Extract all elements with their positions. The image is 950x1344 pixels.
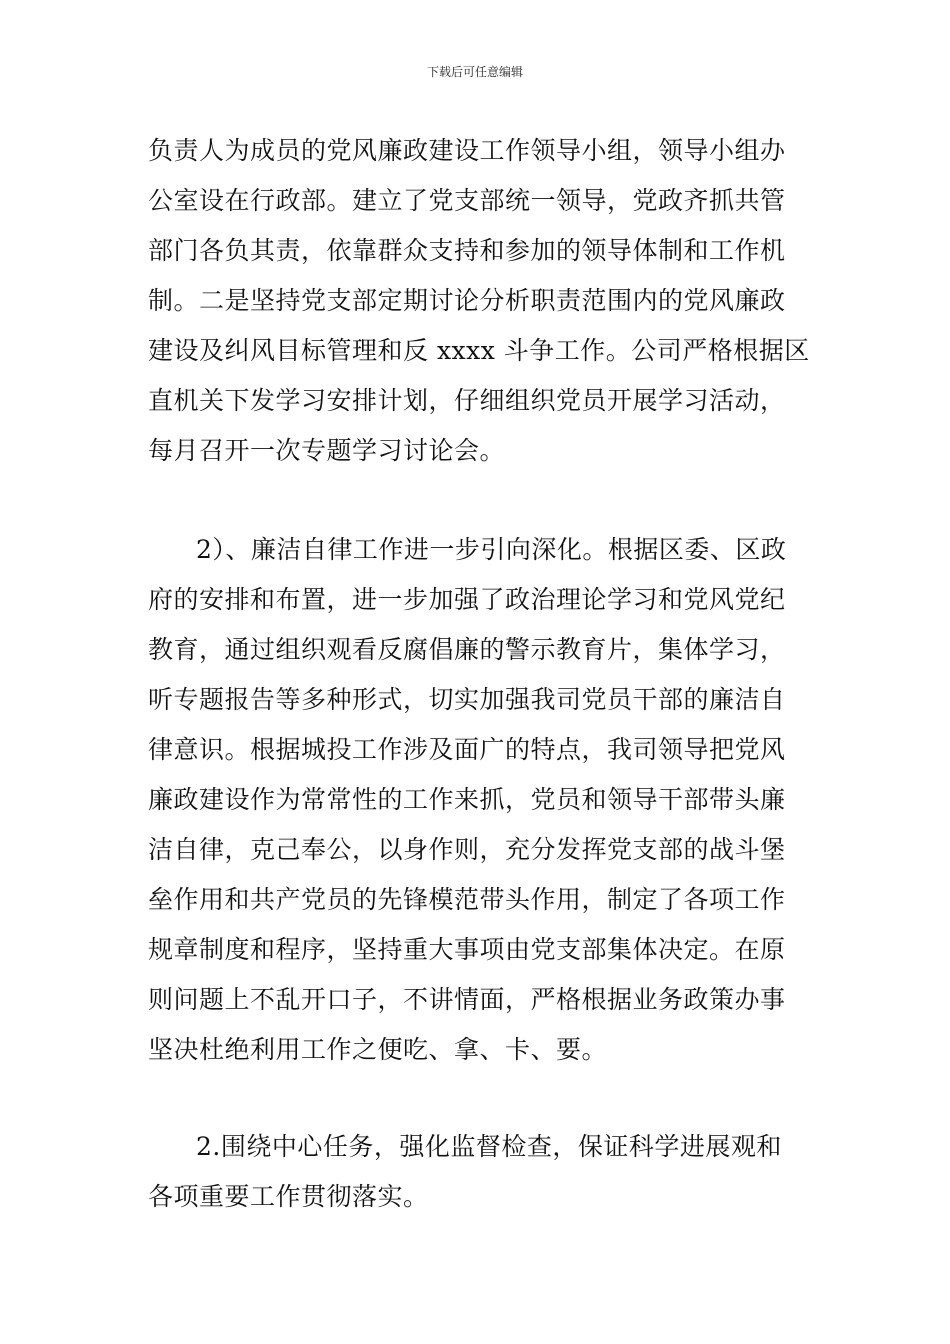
paragraph-line: 2.围绕中心任务，强化监督检查，保证科学进展观和 [196,1132,782,1161]
paragraph-line: 直机关下发学习安排计划，仔细组织党员开展学习活动， [148,386,786,415]
paragraph-line: 建设及纠风目标管理和反 xxxx 斗争工作。公司严格根据区 [148,336,810,365]
paragraph-line: 各项重要工作贯彻落实。 [148,1182,429,1211]
paragraph-line: 2）、廉洁自律工作进一步引向深化。根据区委、区政 [196,535,787,564]
paragraph-line: 负责人为成员的党风廉政建设工作领导小组，领导小组办 [148,136,786,165]
paragraph-line: 洁自律，克己奉公，以身作则，充分发挥党支部的战斗堡 [148,835,786,864]
paragraph-line: 则问题上不乱开口子，不讲情面，严格根据业务政策办事 [148,985,786,1014]
paragraph-line: 每月召开一次专题学习讨论会。 [148,436,506,465]
paragraph-line: 部门各负其责，依靠群众支持和参加的领导体制和工作机 [148,236,786,265]
paragraph-line: 制。二是坚持党支部定期讨论分析职责范围内的党风廉政 [148,286,786,315]
paragraph-line: 坚决杜绝利用工作之便吃、拿、卡、要。 [148,1035,608,1064]
paragraph-line: 律意识。根据城投工作涉及面广的特点，我司领导把党风 [148,735,786,764]
paragraph-line: 听专题报告等多种形式，切实加强我司党员干部的廉洁自 [148,685,786,714]
page-header-note: 下载后可任意编辑 [426,65,523,79]
paragraph-line: 垒作用和共产党员的先锋模范带头作用，制定了各项工作 [148,885,786,914]
paragraph-line: 公室设在行政部。建立了党支部统一领导，党政齐抓共管 [148,186,786,215]
paragraph-line: 廉政建设作为常常性的工作来抓，党员和领导干部带头廉 [148,785,786,814]
paragraph-line: 府的安排和布置，进一步加强了政治理论学习和党风党纪 [148,585,786,614]
paragraph-line: 教育，通过组织观看反腐倡廉的警示教育片，集体学习， [148,635,786,664]
paragraph-line: 规章制度和程序，坚持重大事项由党支部集体决定。在原 [148,935,786,964]
